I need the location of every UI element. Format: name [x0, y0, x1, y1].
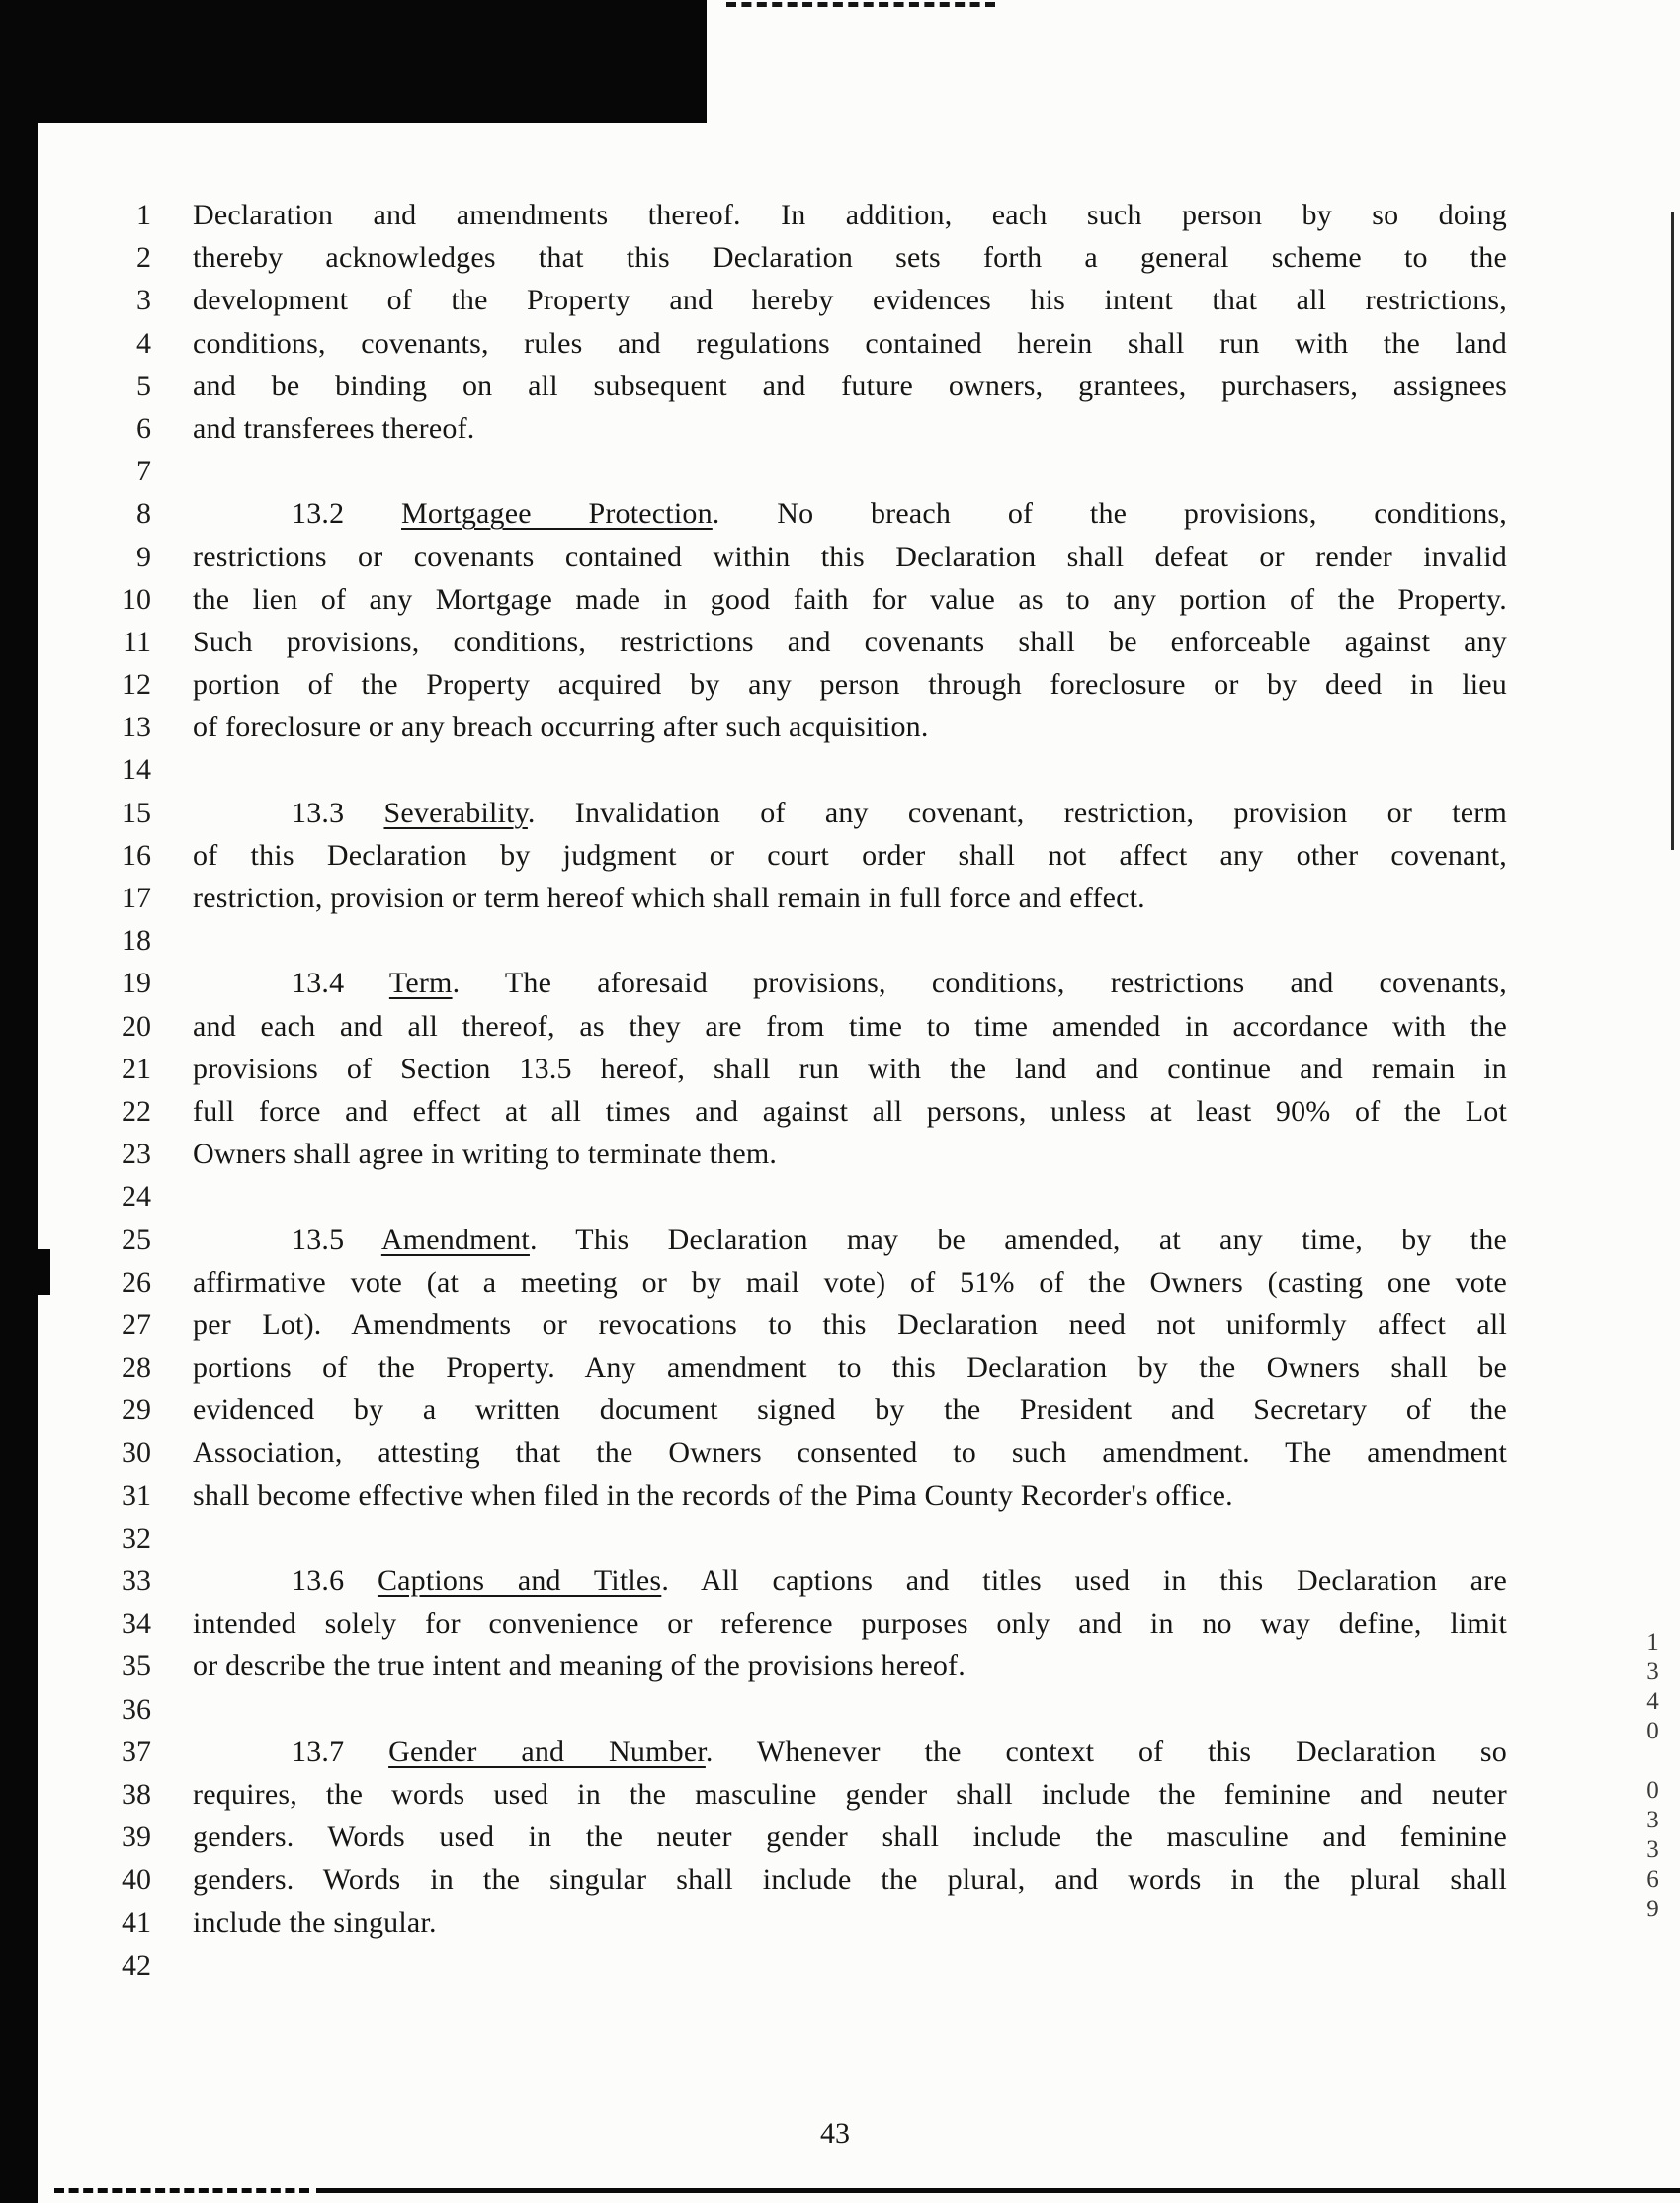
line-row: [106, 1261, 1509, 1304]
text-segment: or describe the true intent and meaning of the provisions hereof.: [193, 1650, 966, 1683]
page-number: 43: [820, 2117, 850, 2150]
text-segment: requires, the words used in the masculine gender shall include the feminine and neuter: [193, 1777, 1507, 1811]
line-row: [106, 1773, 1509, 1816]
text-segment: conditions, covenants, rules and regulations contained herein shall run with the land: [193, 326, 1507, 360]
section-heading: Severability: [383, 796, 528, 829]
line-row: [106, 1560, 1509, 1602]
line-number: 34: [122, 1607, 151, 1641]
line-row: [106, 1902, 1509, 1944]
line-row: [106, 1517, 1509, 1560]
line-number: 32: [122, 1521, 151, 1555]
line-number: 36: [122, 1692, 151, 1726]
line-text: [193, 1517, 1507, 1560]
line-row: [106, 578, 1509, 621]
line-number: 4: [136, 326, 151, 360]
line-number: 35: [122, 1650, 151, 1683]
line-number: 10: [122, 582, 151, 616]
text-segment: genders. Words used in the neuter gender shall include the masculine and feminine: [193, 1821, 1507, 1854]
line-number: 19: [122, 967, 151, 1000]
line-number: 18: [122, 924, 151, 958]
text-segment: portions of the Property. Any amendment to this Declaration by the Owners shall be: [193, 1351, 1507, 1385]
text-segment: Such provisions, conditions, restrictions and covenants shall be enforceable against any: [193, 625, 1507, 658]
line-text: [193, 194, 1507, 236]
scan-artifact-bottom-line: [316, 2188, 1680, 2193]
scan-artifact-bottom-dashes: [54, 2188, 309, 2193]
line-number: 5: [136, 369, 151, 402]
line-row: [106, 792, 1509, 834]
line-row: [106, 322, 1509, 365]
line-row: [106, 962, 1509, 1004]
section-heading: Term: [388, 967, 453, 1000]
section-heading: Gender and Number: [388, 1735, 706, 1768]
line-text: [193, 792, 1507, 834]
text-segment: . No breach of the provisions, conditions,: [712, 497, 1508, 531]
line-row: [106, 748, 1509, 791]
line-text: [193, 1048, 1507, 1090]
line-text: [193, 1902, 1507, 1944]
text-segment: and transferees thereof.: [193, 411, 475, 445]
line-text: [193, 1261, 1507, 1304]
line-number: 27: [122, 1308, 151, 1341]
line-number: 8: [136, 497, 151, 531]
line-row: [106, 1731, 1509, 1773]
line-text: [193, 1816, 1507, 1858]
line-row: [106, 236, 1509, 279]
section-heading: Amendment: [380, 1223, 530, 1256]
line-text: [193, 834, 1507, 877]
line-text: [193, 236, 1507, 279]
line-row: [106, 1005, 1509, 1048]
line-number: 26: [122, 1265, 151, 1299]
text-segment: intended solely for convenience or reference purposes only and in no way define, limit: [193, 1607, 1507, 1641]
line-row: [106, 492, 1509, 535]
text-segment: 13.2: [292, 497, 402, 531]
line-number: 13: [122, 711, 151, 744]
line-text: [193, 962, 1507, 1004]
text-body: [106, 194, 1509, 1987]
line-row: [106, 536, 1509, 578]
line-row: [106, 663, 1509, 706]
line-row: [106, 1858, 1509, 1901]
text-segment: portion of the Property acquired by any person through foreclosure or by deed in lieu: [193, 668, 1507, 702]
text-segment: genders. Words in the singular shall include the plural, and words in the plural shall: [193, 1863, 1507, 1897]
line-number: 15: [122, 796, 151, 829]
line-number: 7: [136, 455, 151, 488]
line-text: [193, 365, 1507, 407]
text-segment: Declaration and amendments thereof. In addition, each such person by so doing: [193, 199, 1507, 231]
line-number: 3: [136, 284, 151, 317]
text-segment: affirmative vote (at a meeting or by mail vote) of 51% of the Owners (casting one vote: [193, 1265, 1507, 1299]
line-row: [106, 1048, 1509, 1090]
line-row: [106, 279, 1509, 321]
line-number: 39: [122, 1821, 151, 1854]
text-segment: . All captions and titles used in this Declaration are: [661, 1565, 1507, 1597]
text-segment: 13.6: [292, 1565, 378, 1597]
line-row: [106, 1645, 1509, 1687]
line-text: [193, 1005, 1507, 1048]
line-text: [193, 1560, 1507, 1602]
line-row: [106, 1389, 1509, 1431]
scan-artifact-top-dashes: [726, 2, 995, 7]
text-segment: include the singular.: [193, 1906, 437, 1939]
recorder-stamp: 1340 03369: [1639, 1629, 1666, 1925]
line-text: [193, 1773, 1507, 1816]
line-row: [106, 1475, 1509, 1517]
line-text: [193, 492, 1507, 535]
line-text: [193, 1645, 1507, 1687]
text-segment: . Invalidation of any covenant, restriction, provision or term: [527, 796, 1508, 829]
line-text: [193, 1602, 1507, 1645]
line-number: 2: [136, 241, 151, 275]
line-row: [106, 1816, 1509, 1858]
line-text: [193, 578, 1507, 621]
scan-artifact-top-block: [0, 0, 707, 123]
text-segment: 13.7: [292, 1735, 389, 1768]
text-segment: 13.3: [292, 796, 384, 829]
text-segment: shall become effective when filed in the records of the Pima County Recorder's office.: [193, 1479, 1233, 1512]
line-number: 22: [122, 1094, 151, 1128]
line-number: 21: [122, 1052, 151, 1085]
text-segment: and each and all thereof, as they are from time to time amended in accordance with the: [193, 1009, 1507, 1043]
line-text: [193, 1431, 1507, 1474]
line-number: 30: [122, 1436, 151, 1470]
line-text: [193, 536, 1507, 578]
line-row: [106, 407, 1509, 450]
line-number: 37: [122, 1735, 151, 1768]
line-row: [106, 1175, 1509, 1218]
line-row: [106, 834, 1509, 877]
section-heading: Captions and Titles: [377, 1565, 662, 1597]
line-number: 33: [122, 1565, 151, 1597]
text-segment: 13.5: [292, 1223, 381, 1256]
line-number: 40: [122, 1863, 151, 1897]
line-number: 23: [122, 1138, 151, 1171]
line-number: 9: [136, 540, 151, 573]
line-number: 6: [136, 411, 151, 445]
line-number: 29: [122, 1394, 151, 1427]
line-number: 24: [122, 1180, 151, 1214]
line-row: [106, 621, 1509, 663]
line-text: [193, 1346, 1507, 1389]
text-segment: restriction, provision or term hereof which shall remain in full force and effect.: [193, 882, 1145, 914]
line-text: [193, 621, 1507, 663]
text-segment: of foreclosure or any breach occurring after such acquisition.: [193, 711, 929, 744]
line-text: [193, 919, 1507, 962]
line-row: [106, 1944, 1509, 1987]
text-segment: . Whenever the context of this Declaration so: [705, 1735, 1508, 1768]
line-number: 1: [136, 199, 151, 231]
line-number: 17: [122, 882, 151, 914]
line-number: 12: [122, 668, 151, 702]
line-number: 42: [122, 1948, 151, 1982]
text-segment: development of the Property and hereby evidences his intent that all restrictions,: [193, 284, 1507, 317]
line-text: [193, 663, 1507, 706]
line-text: [193, 877, 1507, 919]
text-segment: Association, attesting that the Owners consented to such amendment. The amendment: [193, 1436, 1507, 1470]
section-heading: Mortgagee Protection: [401, 497, 713, 531]
line-text: [193, 1944, 1507, 1987]
text-segment: provisions of Section 13.5 hereof, shall run with the land and continue and remain in: [193, 1052, 1507, 1085]
line-text: [193, 1090, 1507, 1133]
scan-artifact-left-notch: [38, 1249, 50, 1295]
line-text: [193, 322, 1507, 365]
line-row: [106, 450, 1509, 492]
line-text: [193, 1133, 1507, 1175]
text-segment: . This Declaration may be amended, at any time, by the: [529, 1223, 1507, 1256]
line-row: [106, 1133, 1509, 1175]
line-text: [193, 1389, 1507, 1431]
line-row: [106, 1431, 1509, 1474]
line-number: 11: [123, 625, 151, 658]
line-text: [193, 1219, 1507, 1261]
text-segment: . The aforesaid provisions, conditions, restrictions and covenants,: [452, 967, 1508, 1000]
line-text: [193, 1304, 1507, 1346]
line-number: 25: [122, 1223, 151, 1256]
line-number: 41: [122, 1906, 151, 1939]
text-segment: 13.4: [292, 967, 389, 1000]
line-number: 20: [122, 1009, 151, 1043]
line-text: [193, 706, 1507, 748]
line-row: [106, 1304, 1509, 1346]
line-number: 14: [122, 753, 151, 787]
scan-artifact-right-line: [1671, 212, 1674, 850]
line-row: [106, 706, 1509, 748]
text-segment: restrictions or covenants contained within this Declaration shall defeat or render invalid: [193, 540, 1507, 573]
line-text: [193, 1731, 1507, 1773]
scan-artifact-left-bar: [0, 0, 38, 2203]
line-text: [193, 279, 1507, 321]
line-number: 28: [122, 1351, 151, 1385]
line-row: [106, 1090, 1509, 1133]
text-segment: evidenced by a written document signed by the President and Secretary of the: [193, 1394, 1507, 1427]
line-text: [193, 748, 1507, 791]
line-text: [193, 1858, 1507, 1901]
text-segment: the lien of any Mortgage made in good faith for value as to any portion of the Property.: [193, 582, 1507, 616]
line-number: 38: [122, 1777, 151, 1811]
line-row: [106, 1688, 1509, 1731]
line-row: [106, 194, 1509, 236]
text-segment: of this Declaration by judgment or court order shall not affect any other covenant,: [193, 838, 1507, 872]
line-row: [106, 877, 1509, 919]
line-text: [193, 450, 1507, 492]
text-segment: and be binding on all subsequent and future owners, grantees, purchasers, assignees: [193, 369, 1507, 402]
line-text: [193, 1475, 1507, 1517]
line-row: [106, 1602, 1509, 1645]
text-segment: per Lot). Amendments or revocations to this Declaration need not uniformly affect all: [193, 1308, 1507, 1341]
line-text: [193, 1688, 1507, 1731]
line-row: [106, 1219, 1509, 1261]
line-number: 16: [122, 838, 151, 872]
text-segment: full force and effect at all times and against all persons, unless at least 90% of the Lot: [193, 1094, 1507, 1128]
line-text: [193, 407, 1507, 450]
line-row: [106, 365, 1509, 407]
line-number: 31: [122, 1479, 151, 1512]
line-row: [106, 919, 1509, 962]
line-row: [106, 1346, 1509, 1389]
line-text: [193, 1175, 1507, 1218]
text-segment: thereby acknowledges that this Declaration sets forth a general scheme to the: [193, 241, 1507, 275]
text-segment: Owners shall agree in writing to terminate them.: [193, 1138, 778, 1171]
